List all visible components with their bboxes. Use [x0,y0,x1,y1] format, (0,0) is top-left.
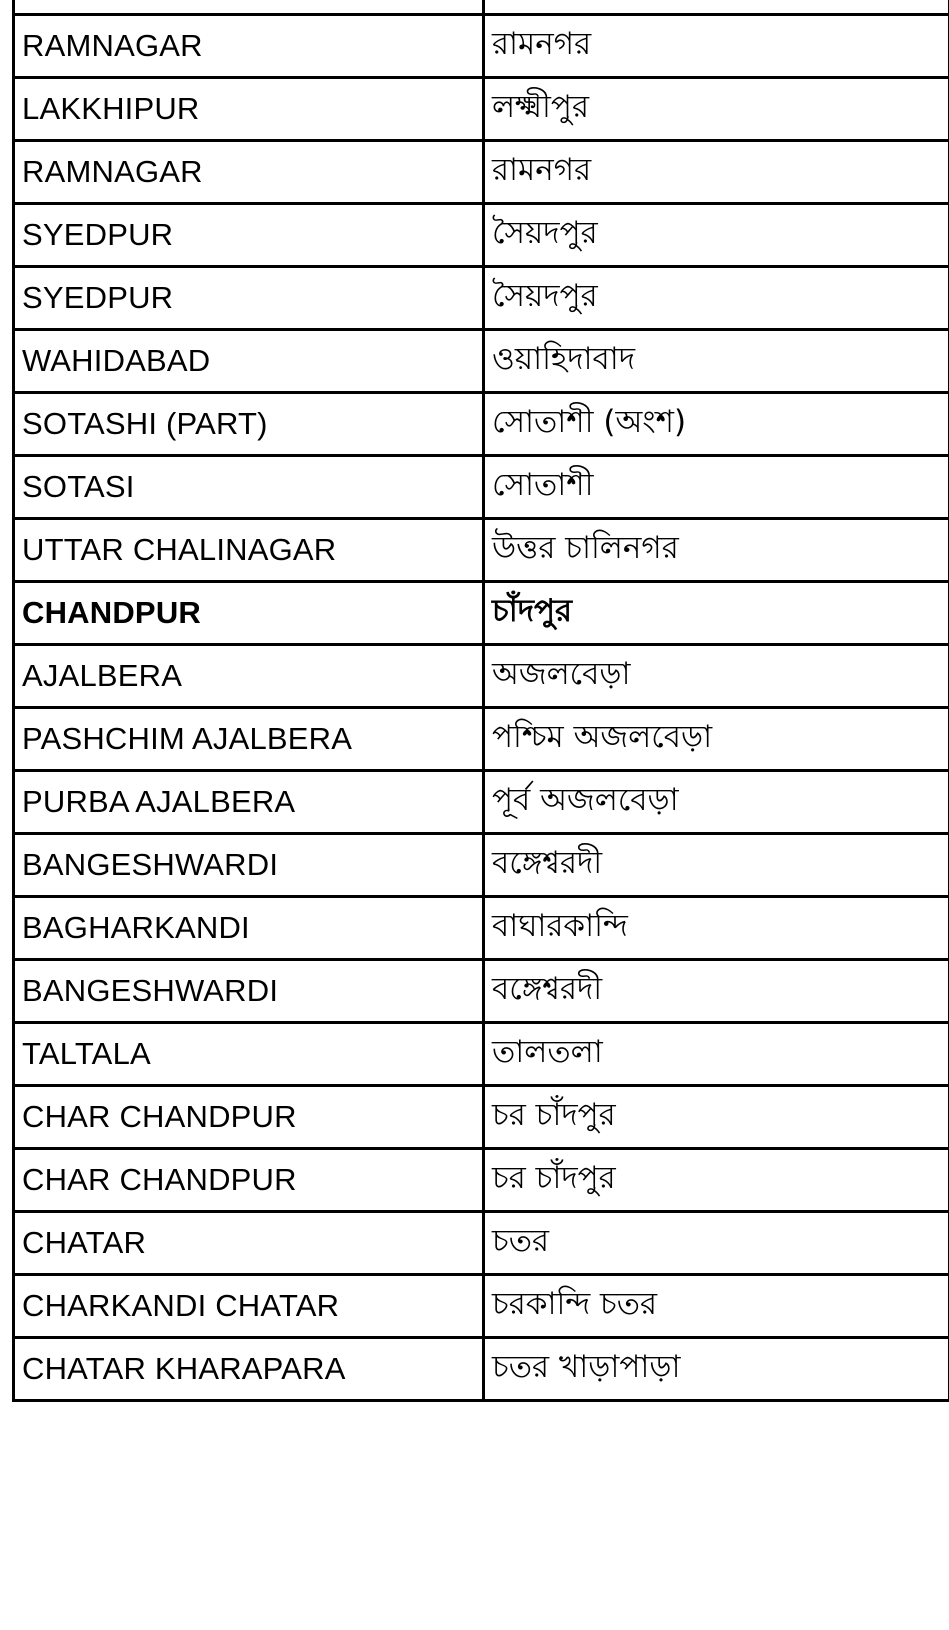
table-row [14,456,949,519]
english-name-cell: PURBA AJALBERA [14,771,484,834]
table-row [14,771,949,834]
english-name-cell: UTTAR CHALINAGAR [14,519,484,582]
bengali-name-cell: পূর্ব অজলবেড়া [484,771,949,834]
english-name-cell: SYEDPUR [14,267,484,330]
bengali-name-cell: সোতাশী [484,456,949,519]
english-name-cell: LAKKHIPUR [14,78,484,141]
table-row-heading [14,582,949,645]
place-name-table [12,13,949,1402]
bengali-name-cell: লক্ষ্মীপুর [484,78,949,141]
column-divider [482,0,485,13]
english-name-cell: RAMNAGAR [14,141,484,204]
table-row [14,1023,949,1086]
bengali-name-cell: সৈয়দপুর [484,204,949,267]
bengali-name-cell: পশ্চিম অজলবেড়া [484,708,949,771]
table-row [14,1338,949,1401]
table-body [14,15,949,1401]
english-name-cell: SOTASHI (PART) [14,393,484,456]
table-row [14,708,949,771]
cut-off-header-row [12,0,948,13]
table-row [14,15,949,78]
english-name-cell: PASHCHIM AJALBERA [14,708,484,771]
table-row [14,267,949,330]
table-row [14,960,949,1023]
table-row [14,393,949,456]
place-name-table-container [12,13,948,1402]
table-row [14,78,949,141]
table-row [14,645,949,708]
english-name-cell: TALTALA [14,1023,484,1086]
bengali-name-cell: চর চাঁদপুর [484,1086,949,1149]
bengali-name-cell: রামনগর [484,15,949,78]
bengali-name-cell: চরকান্দি চতর [484,1275,949,1338]
bengali-name-cell: রামনগর [484,141,949,204]
english-name-cell: BAGHARKANDI [14,897,484,960]
table-row [14,1086,949,1149]
english-name-cell: CHATAR KHARAPARA [14,1338,484,1401]
english-name-cell: CHANDPUR [14,582,484,645]
table-row [14,141,949,204]
english-name-cell: RAMNAGAR [14,15,484,78]
bengali-name-cell: উত্তর চালিনগর [484,519,949,582]
bengali-name-cell: চতর [484,1212,949,1275]
table-row [14,1275,949,1338]
bengali-name-cell: চর চাঁদপুর [484,1149,949,1212]
english-name-cell: CHAR CHANDPUR [14,1149,484,1212]
english-name-cell: BANGESHWARDI [14,960,484,1023]
bengali-name-cell: বাঘারকান্দি [484,897,949,960]
table-row [14,330,949,393]
bengali-name-cell: চাঁদপুর [484,582,949,645]
english-name-cell: CHATAR [14,1212,484,1275]
english-name-cell: CHARKANDI CHATAR [14,1275,484,1338]
table-row [14,834,949,897]
bengali-name-cell: তালতলা [484,1023,949,1086]
bengali-name-cell: অজলবেড়া [484,645,949,708]
bengali-name-cell: বঙ্গেশ্বরদী [484,960,949,1023]
table-row [14,519,949,582]
bengali-name-cell: বঙ্গেশ্বরদী [484,834,949,897]
bengali-name-cell: ওয়াহিদাবাদ [484,330,949,393]
english-name-cell: WAHIDABAD [14,330,484,393]
english-name-cell: BANGESHWARDI [14,834,484,897]
english-name-cell: AJALBERA [14,645,484,708]
table-row [14,1149,949,1212]
bengali-name-cell: চতর খাড়াপাড়া [484,1338,949,1401]
table-row [14,1212,949,1275]
english-name-cell: SOTASI [14,456,484,519]
english-name-cell: SYEDPUR [14,204,484,267]
bengali-name-cell: সৈয়দপুর [484,267,949,330]
table-row [14,204,949,267]
table-row [14,897,949,960]
english-name-cell: CHAR CHANDPUR [14,1086,484,1149]
bengali-name-cell: সোতাশী (অংশ) [484,393,949,456]
